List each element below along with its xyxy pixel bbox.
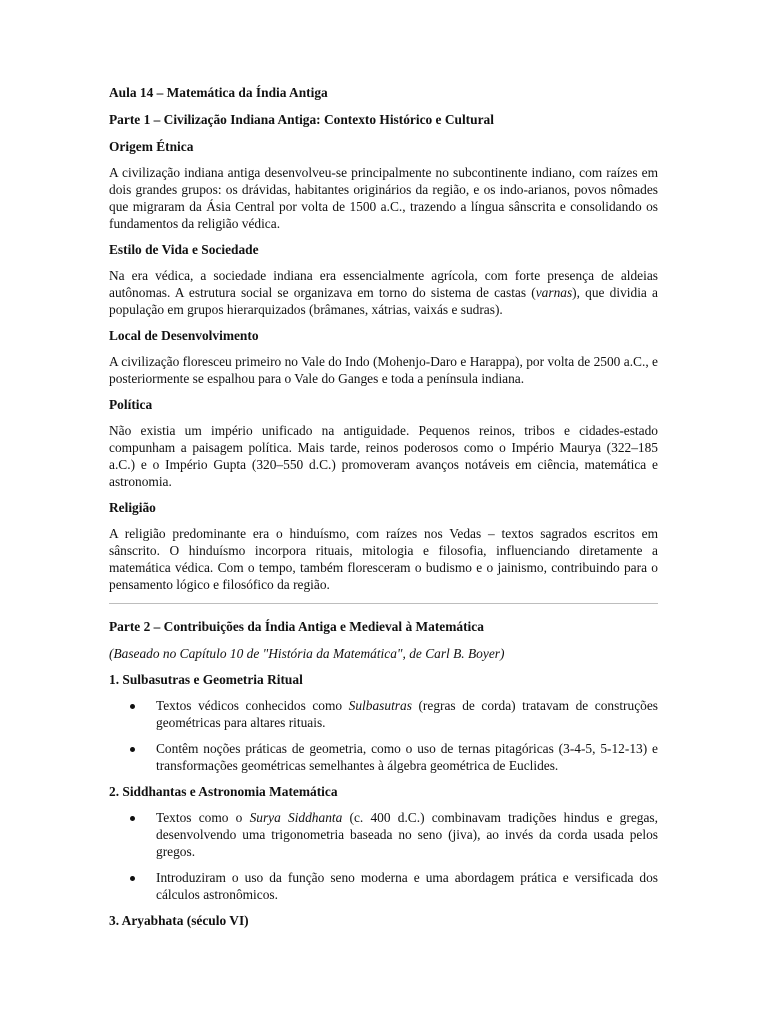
italic-term: Sulbasutras [348, 698, 412, 713]
text-run: (regras de corda) tratavam de construções geométricas para altares rituais. [156, 698, 658, 730]
section-text-local: A civilização floresceu primeiro no Vale do Indo (Mohenjo-Daro e Harappa), por volta de 2500 a.C., e posteriormente se espalhou para o Vale do Ganges e toda a península indiana. [109, 354, 658, 386]
italic-term: varnas [535, 285, 573, 300]
section-text-religiao: A religião predominante era o hinduísmo, com raízes nos Vedas – textos sagrados escritos em sânscrito. O hinduísmo incorpora rituais, mitologia e filosofia, influenciando diretamente a matemática védica. Com o tempo, também floresceram o budismo e o jainismo, contribuindo para o pensamento lógico e filosófico da região. [109, 526, 658, 592]
text-run: (c. 400 d.C.) combinavam tradições hindus e gregas, desenvolvendo uma trigonometria baseada no seno (jiva), ao invés da corda usada pelos gregos. [156, 810, 658, 859]
text-run: Textos védicos conhecidos como [156, 698, 349, 713]
bullet-list-siddhantas [109, 809, 658, 903]
bullet-icon [130, 747, 135, 752]
list-item [109, 809, 658, 860]
subsection-heading-siddhantas: 2. Siddhantas e Astronomia Matemática [109, 784, 338, 799]
bullet-icon [130, 876, 135, 881]
text-run: Introduziram o uso da função seno moderna e uma abordagem prática e versificada dos cálculos astronômicos. [156, 870, 658, 902]
subsection-heading-aryabhata: 3. Aryabhata (século VI) [109, 913, 249, 928]
section-heading-religiao: Religião [109, 500, 156, 515]
list-item [109, 869, 658, 903]
section-text-origem: A civilização indiana antiga desenvolveu-se principalmente no subcontinente indiano, com raízes em dois grandes grupos: os drávidas, habitantes originários da região, e os indo-arianos, povos nômades que migraram da Ásia Central por volta de 1500 a.C., trazendo a língua sânscrita e consolidando os fundamentos da religião védica. [109, 165, 658, 231]
text-run: Contêm noções práticas de geometria, como o uso de ternas pitagóricas (3-4-5, 5-12-13) e transformações geométricas semelhantes à álgebra geométrica de Euclides. [156, 741, 658, 773]
section-text-politica: Não existia um império unificado na antiguidade. Pequenos reinos, tribos e cidades-estado compunham a paisagem política. Mais tarde, reinos poderosos como o Império Maurya (322–185 a.C.) e o Império Gupta (320–550 d.C.) promoveram avanços notáveis em ciência, matemática e astronomia. [109, 423, 658, 489]
section-heading-estilo: Estilo de Vida e Sociedade [109, 242, 259, 257]
section-heading-origem: Origem Étnica [109, 139, 194, 154]
text-run: Textos como o [156, 810, 250, 825]
section-heading-local: Local de Desenvolvimento [109, 328, 259, 343]
part1-heading: Parte 1 – Civilização Indiana Antiga: Contexto Histórico e Cultural [109, 112, 494, 127]
list-item [109, 697, 658, 731]
section-text-estilo [109, 267, 658, 318]
bullet-list-sulbasutras [109, 697, 658, 774]
part2-heading: Parte 2 – Contribuições da Índia Antiga e Medieval à Matemática [109, 619, 484, 634]
bullet-icon [130, 816, 135, 821]
list-item [109, 740, 658, 774]
section-heading-politica: Política [109, 397, 153, 412]
document-body [109, 84, 658, 938]
bullet-icon [130, 704, 135, 709]
text-run: Na era védica, a sociedade indiana era essencialmente agrícola, com forte presença de aldeias autônomas. A estrutura social se organizava em torno do sistema de castas ( [109, 268, 658, 300]
section-divider [109, 603, 658, 604]
text-run: ), que dividia a população em grupos hierarquizados (brâmanes, xátrias, vaixás e sudras). [109, 285, 658, 317]
document-title: Aula 14 – Matemática da Índia Antiga [109, 85, 328, 100]
source-note: (Baseado no Capítulo 10 de "História da Matemática", de Carl B. Boyer) [109, 646, 505, 661]
subsection-heading-sulbasutras: 1. Sulbasutras e Geometria Ritual [109, 672, 303, 687]
italic-term: Surya Siddhanta [249, 810, 343, 825]
